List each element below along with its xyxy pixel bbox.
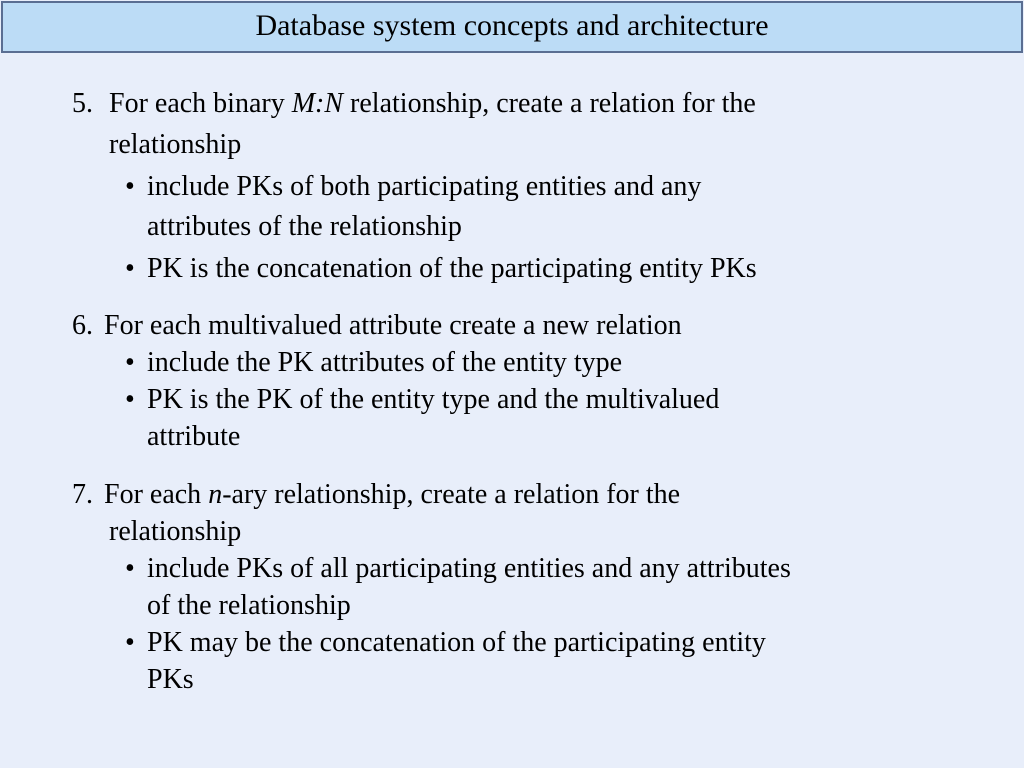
sub-bullet-text: include the PK attributes of the entity type: [147, 347, 623, 378]
item-heading-text: For each binary: [109, 88, 292, 119]
item-heading: [109, 90, 756, 118]
sub-bullet-text: PK is the PK of the entity type and the multivalued: [147, 384, 720, 415]
sub-bullet-text: attribute: [147, 421, 241, 452]
bullet-marker: •: [125, 347, 135, 378]
sub-bullet-text: PK may be the concatenation of the participating entity: [147, 627, 766, 658]
bullet-marker: •: [125, 171, 135, 202]
item-heading-emphasis: M:N: [291, 88, 344, 119]
item-number: 7.: [72, 479, 93, 510]
sub-bullet-text: include PKs of all participating entities and any attributes: [147, 553, 791, 584]
bullet-marker: •: [125, 627, 135, 658]
sub-bullet-text: PKs: [147, 664, 194, 695]
item-heading-emphasis: n: [208, 479, 223, 510]
item-heading-text: For each: [104, 479, 209, 510]
sub-bullet-text: include PKs of both participating entities and any: [147, 171, 702, 202]
sub-bullet-text: of the relationship: [147, 590, 351, 621]
bullet-marker: •: [125, 253, 135, 284]
item-heading-text: -ary relationship, create a relation for the: [222, 479, 681, 510]
bullet-marker: •: [125, 553, 135, 584]
bullet-marker: •: [125, 384, 135, 415]
item-number: 5.: [72, 88, 93, 119]
item-number: 6.: [72, 310, 93, 341]
sub-bullet-text: PK is the concatenation of the participating entity PKs: [147, 253, 757, 284]
item-heading-continuation: relationship: [109, 129, 242, 160]
item-heading-continuation: relationship: [109, 516, 242, 547]
item-heading: [104, 481, 680, 509]
item-heading-text: relationship, create a relation for the: [343, 88, 756, 119]
item-heading: For each multivalued attribute create a new relation: [104, 310, 682, 341]
sub-bullet-text: attributes of the relationship: [147, 211, 462, 242]
slide-title: Database system concepts and architecture: [255, 9, 769, 42]
